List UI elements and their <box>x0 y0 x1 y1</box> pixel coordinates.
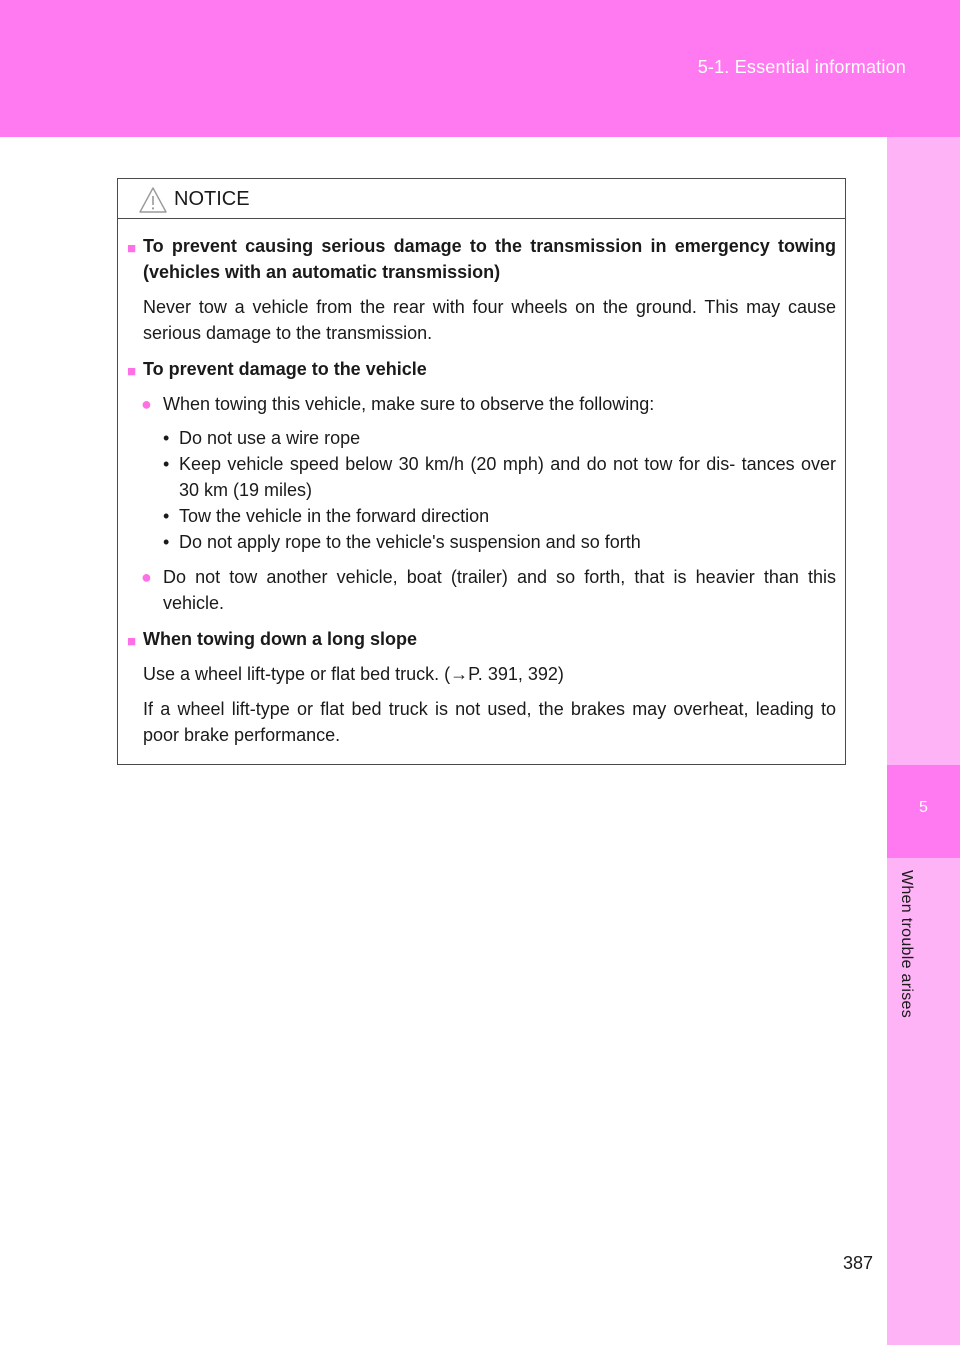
paragraph: If a wheel lift-type or flat bed truck is not used, the brakes may overheat, leading to poor brake performance. <box>143 699 836 745</box>
section-header: 5-1. Essential information <box>697 57 906 77</box>
bullet-text: When towing this vehicle, make sure to observe the following: <box>163 394 655 414</box>
heading-text: When towing down a long slope <box>143 629 417 649</box>
sub-item <box>127 451 836 503</box>
dot-marker: • <box>163 532 170 552</box>
square-bullet-icon: ■ <box>127 363 137 380</box>
circle-bullet-icon: ● <box>141 394 152 414</box>
section-heading <box>127 233 836 285</box>
sub-list <box>127 425 836 555</box>
notice-header <box>118 179 845 219</box>
heading-text: To prevent causing serious damage to the transmission in emergency towing (vehicles with an automatic transmission) <box>143 236 836 282</box>
sub-item-text: Do not apply rope to the vehicle's suspension and so forth <box>179 532 641 552</box>
dot-marker: • <box>163 506 170 526</box>
notice-label: NOTICE <box>174 188 250 210</box>
paragraph: Use a wheel lift-type or flat bed truck. (→P. 391, 392) <box>143 664 564 684</box>
chapter-number: 5 <box>919 799 928 816</box>
chapter-side-tab <box>887 137 960 1345</box>
dot-marker: • <box>163 428 170 448</box>
square-bullet-icon: ■ <box>127 240 137 257</box>
sub-item <box>127 503 836 529</box>
sub-item <box>127 425 836 451</box>
bullet-text: Do not tow another vehicle, boat (trailer) and so forth, that is heavier than this vehicle. <box>163 567 836 613</box>
dot-marker: • <box>163 454 170 474</box>
section-heading <box>127 356 836 382</box>
notice-body <box>118 219 845 748</box>
bullet-item <box>127 391 836 417</box>
circle-bullet-icon: ● <box>141 567 152 587</box>
heading-text: To prevent damage to the vehicle <box>143 359 427 379</box>
bullet-item <box>127 564 836 616</box>
warning-triangle-icon <box>138 186 168 214</box>
square-bullet-icon: ■ <box>127 633 137 650</box>
chapter-title: When trouble arises <box>898 870 915 1018</box>
sub-item <box>127 529 836 555</box>
paragraph: Never tow a vehicle from the rear with four wheels on the ground. This may cause serious damage to the transmission. <box>143 297 836 343</box>
notice-box <box>117 178 846 765</box>
sub-item-text: Tow the vehicle in the forward direction <box>179 506 490 526</box>
sub-item-text: Keep vehicle speed below 30 km/h (20 mph) and do not tow for dis- tances over 30 km (19 miles) <box>179 454 836 500</box>
sub-item-text: Do not use a wire rope <box>179 428 361 448</box>
page-number: 387 <box>843 1253 874 1273</box>
section-heading <box>127 626 836 652</box>
